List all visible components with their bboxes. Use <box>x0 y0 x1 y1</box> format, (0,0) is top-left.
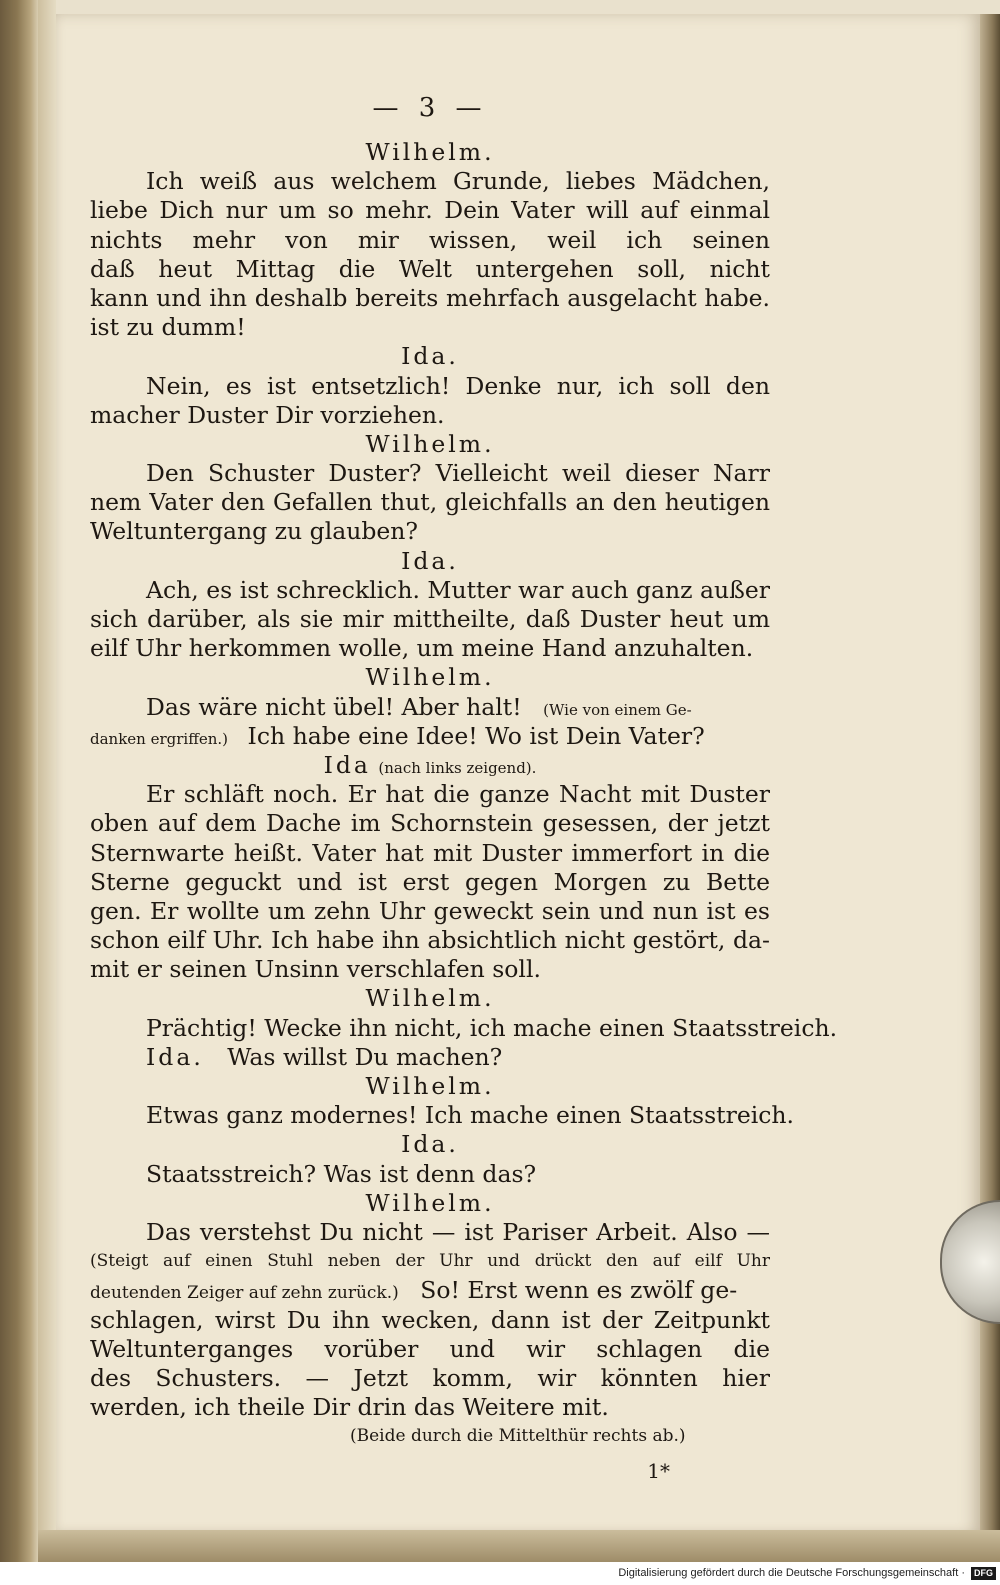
stage-direction: danken ergriffen.) <box>90 729 229 748</box>
text-line <box>90 1276 770 1305</box>
speaker-name: Ida. <box>401 546 459 575</box>
text-line: oben auf dem Dache im Schornstein gesessen, der jetzt <box>90 809 770 838</box>
text-line: Weltuntergang zu glauben? <box>90 517 419 546</box>
text-line: schlagen, wirst Du ihn wecken, dann ist der Zeitpunkt <box>90 1305 770 1334</box>
text-line: mit er seinen Unsinn verschlafen soll. <box>90 955 541 984</box>
text-line: Ich weiß aus welchem Grunde, liebes Mädchen, <box>146 167 770 196</box>
text-line: macher Duster Dir vorziehen. <box>90 400 445 429</box>
text-line <box>90 722 770 751</box>
stage-direction: deutenden Zeiger auf zehn zurück.) <box>90 1283 399 1304</box>
text-line: werden, ich theile Dir drin das Weitere mit. <box>90 1393 609 1422</box>
speaker-name: Ida. <box>401 342 459 371</box>
stage-direction: (nach links zeigend). <box>378 758 537 777</box>
text-line: nem Vater den Gefallen thut, gleichfalls an den heutigen <box>90 488 770 517</box>
speaker-name: Ida. <box>401 1130 459 1159</box>
speaker-name: Wilhelm. <box>365 138 495 166</box>
book-binding <box>0 0 38 1562</box>
text-line: schon eilf Uhr. Ich habe ihn absichtlich nicht gestört, da- <box>90 926 770 955</box>
text-line: sich darüber, als sie mir mittheilte, daß Duster heut um <box>90 605 770 633</box>
text-line: ist zu dumm! <box>90 313 246 342</box>
text-line: Prächtig! Wecke ihn nicht, ich mache einen Staatsstreich. <box>146 1013 838 1042</box>
speaker-line <box>90 751 770 780</box>
text-line: Weltunterganges vorüber und wir schlagen die <box>90 1334 770 1363</box>
speaker-name: Ida <box>323 750 371 779</box>
digitization-footer <box>0 1562 1000 1585</box>
page-bottom-edge <box>38 1530 1000 1562</box>
text-line: liebe Dich nur um so mehr. Dein Vater will auf einmal <box>90 196 770 225</box>
speaker-name: Wilhelm. <box>365 984 495 1013</box>
text-line: Das verstehst Du nicht — ist Pariser Arbeit. Also — <box>146 1217 770 1246</box>
page-text <box>90 88 838 1487</box>
text-line: Den Schuster Duster? Vielleicht weil dieser Narr <box>146 459 770 488</box>
stage-direction: (Beide durch die Mittelthür rechts ab.) <box>350 1426 686 1447</box>
dialogue-text: Ich habe eine Idee! Wo ist Dein Vater? <box>247 721 705 750</box>
speaker-name: Wilhelm. <box>365 429 495 458</box>
text-line: gen. Er wollte um zehn Uhr geweckt sein und nun ist es <box>90 896 770 925</box>
text-line: Staatsstreich? Was ist denn das? <box>146 1159 537 1188</box>
text-line: Etwas ganz modernes! Ich mache einen Staatsstreich. <box>146 1101 795 1130</box>
text-line: kann und ihn deshalb bereits mehrfach ausgelacht habe. <box>90 283 770 312</box>
signature-mark: 1* <box>647 1459 670 1484</box>
speaker-name: Ida. <box>146 1042 204 1071</box>
dialogue-text: Was willst Du machen? <box>227 1042 503 1071</box>
text-line: Sternwarte heißt. Vater hat mit Duster immerfort in die <box>90 838 770 867</box>
text-line: Nein, es ist entsetzlich! Denke nur, ich soll den <box>146 371 770 400</box>
speaker-name: Wilhelm. <box>365 663 495 692</box>
text-line: daß heut Mittag die Welt untergehen soll, nicht <box>90 254 770 283</box>
dfg-logo-icon: DFG <box>971 1567 996 1580</box>
dialogue-text: Das wäre nicht übel! Aber halt! <box>146 692 522 721</box>
page-number: — 3 — <box>372 93 488 123</box>
text-line: Sterne geguckt und ist erst gegen Morgen zu Bette <box>90 867 770 896</box>
text-line: eilf Uhr herkommen wolle, um meine Hand anzuhalten. <box>90 634 754 663</box>
speaker-name: Wilhelm. <box>365 1072 495 1100</box>
stage-direction: (Wie von einem Ge- <box>543 700 692 719</box>
speaker-name: Wilhelm. <box>365 1188 495 1217</box>
dialogue-text: So! Erst wenn es zwölf ge- <box>420 1276 738 1305</box>
footer-text: Digitalisierung gefördert durch die Deutsche Forschungsgemeinschaft · <box>618 1567 965 1579</box>
text-line: Er schläft noch. Er hat die ganze Nacht mit Duster <box>146 780 770 809</box>
text-line: des Schusters. — Jetzt komm, wir könnten hier <box>90 1363 770 1392</box>
page-gutter <box>38 0 56 1562</box>
text-line <box>90 693 770 722</box>
text-line: Ach, es ist schrecklich. Mutter war auch ganz außer <box>146 575 770 604</box>
stage-direction: (Steigt auf einen Stuhl neben der Uhr und drückt den auf eilf Uhr <box>90 1251 770 1272</box>
speaker-line <box>90 1043 770 1072</box>
text-line: nichts mehr von mir wissen, weil ich seinen <box>90 225 770 254</box>
